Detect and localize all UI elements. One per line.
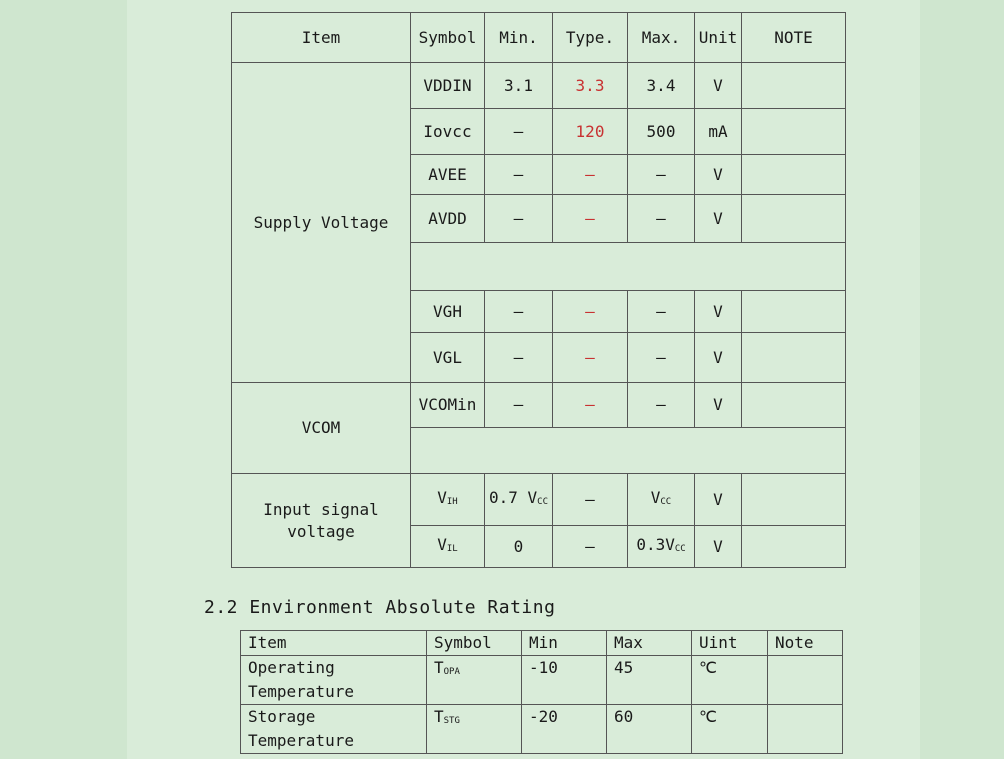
vih-max: V [650, 487, 661, 507]
cell-unit: ℃ [692, 656, 768, 705]
cell-min [485, 474, 553, 526]
cell-symbol: AVEE [411, 155, 485, 195]
cell-max [628, 474, 695, 526]
header-min: Min. [485, 13, 553, 63]
cell-symbol [427, 705, 522, 754]
cell-min: -10 [522, 656, 607, 705]
cell-min: – [485, 383, 553, 428]
table-row [241, 705, 843, 754]
item-line-1: Storage [248, 707, 316, 726]
cell-max: 3.4 [628, 63, 695, 109]
cell-unit: V [695, 291, 742, 333]
item-line-2: Temperature [248, 731, 354, 750]
cell-max: – [628, 333, 695, 383]
vil-symbol: V [437, 534, 447, 554]
cell-note [742, 63, 846, 109]
cell-note [742, 155, 846, 195]
cell-unit: V [695, 195, 742, 243]
cell-unit: V [695, 333, 742, 383]
cell-unit: V [695, 383, 742, 428]
cell-symbol: AVDD [411, 195, 485, 243]
cell-note [742, 109, 846, 155]
vil-max-subscript: CC [674, 543, 686, 554]
cell-item [241, 656, 427, 705]
header-item: Item [232, 13, 411, 63]
vil-symbol-subscript: IL [446, 543, 458, 554]
cell-min: – [485, 195, 553, 243]
cell-unit: V [695, 63, 742, 109]
cell-note [742, 333, 846, 383]
cell-item [241, 705, 427, 754]
cell-max: 60 [607, 705, 692, 754]
cell-symbol: Iovcc [411, 109, 485, 155]
cell-symbol: VGL [411, 333, 485, 383]
symbol-main: T [434, 658, 444, 677]
cell-max: – [628, 383, 695, 428]
environment-rating-table [240, 630, 843, 754]
cell-typ: – [553, 383, 628, 428]
header-symbol: Symbol [427, 631, 522, 656]
cell-note [768, 705, 843, 754]
cell-max: – [628, 291, 695, 333]
table-header-row [232, 13, 846, 63]
cell-typ: – [553, 333, 628, 383]
electrical-characteristics-table [231, 12, 846, 568]
cell-min: – [485, 333, 553, 383]
header-max: Max. [628, 13, 695, 63]
cell-symbol [411, 526, 485, 568]
cell-note [742, 195, 846, 243]
cell-symbol: VDDIN [411, 63, 485, 109]
symbol-main: T [434, 707, 444, 726]
table-row [232, 63, 846, 109]
header-symbol: Symbol [411, 13, 485, 63]
table-row [232, 474, 846, 526]
cell-note [742, 526, 846, 568]
cell-min: – [485, 291, 553, 333]
cell-note [742, 291, 846, 333]
vih-symbol-subscript: IH [446, 496, 458, 507]
symbol-subscript: OPA [443, 667, 460, 677]
cell-symbol [427, 656, 522, 705]
cell-typ: – [553, 526, 628, 568]
cell-min: 0 [485, 526, 553, 568]
cell-typ: – [553, 474, 628, 526]
group-input-signal-voltage: Input signal voltage [232, 474, 411, 568]
vih-min: 0.7 V [488, 487, 538, 507]
symbol-subscript: STG [443, 716, 460, 726]
cell-unit: ℃ [692, 705, 768, 754]
cell-max: 500 [628, 109, 695, 155]
header-item: Item [241, 631, 427, 656]
cell-note [742, 474, 846, 526]
header-typ: Type. [553, 13, 628, 63]
header-max: Max [607, 631, 692, 656]
cell-typ: 3.3 [553, 63, 628, 109]
cell-typ: – [553, 195, 628, 243]
cell-typ: – [553, 291, 628, 333]
cell-min: – [485, 155, 553, 195]
vih-symbol: V [437, 487, 447, 507]
cell-max [628, 526, 695, 568]
empty-merged-cell [411, 428, 846, 474]
header-unit: Unit [695, 13, 742, 63]
cell-min: – [485, 109, 553, 155]
cell-min: 3.1 [485, 63, 553, 109]
empty-merged-cell [411, 243, 846, 291]
cell-unit: mA [695, 109, 742, 155]
header-min: Min [522, 631, 607, 656]
cell-symbol: VGH [411, 291, 485, 333]
header-unit: Uint [692, 631, 768, 656]
group-vcom: VCOM [232, 383, 411, 474]
header-note: Note [768, 631, 843, 656]
item-line-2: Temperature [248, 682, 354, 701]
table-row [232, 383, 846, 428]
vih-min-subscript: CC [537, 496, 548, 507]
cell-symbol [411, 474, 485, 526]
vih-max-subscript: CC [660, 496, 672, 507]
cell-symbol: VCOMin [411, 383, 485, 428]
cell-note [742, 383, 846, 428]
cell-typ: – [553, 155, 628, 195]
cell-max: 45 [607, 656, 692, 705]
group-supply-voltage: Supply Voltage [232, 63, 411, 383]
cell-max: – [628, 155, 695, 195]
cell-unit: V [695, 155, 742, 195]
cell-min: -20 [522, 705, 607, 754]
vil-max: 0.3V [636, 534, 675, 554]
table-row [241, 656, 843, 705]
table-header-row [241, 631, 843, 656]
header-note: NOTE [742, 13, 846, 63]
section-title: 2.2 Environment Absolute Rating [204, 597, 556, 618]
item-line-1: Operating [248, 658, 335, 677]
cell-max: – [628, 195, 695, 243]
cell-unit: V [695, 474, 742, 526]
cell-note [768, 656, 843, 705]
cell-unit: V [695, 526, 742, 568]
cell-typ: 120 [553, 109, 628, 155]
